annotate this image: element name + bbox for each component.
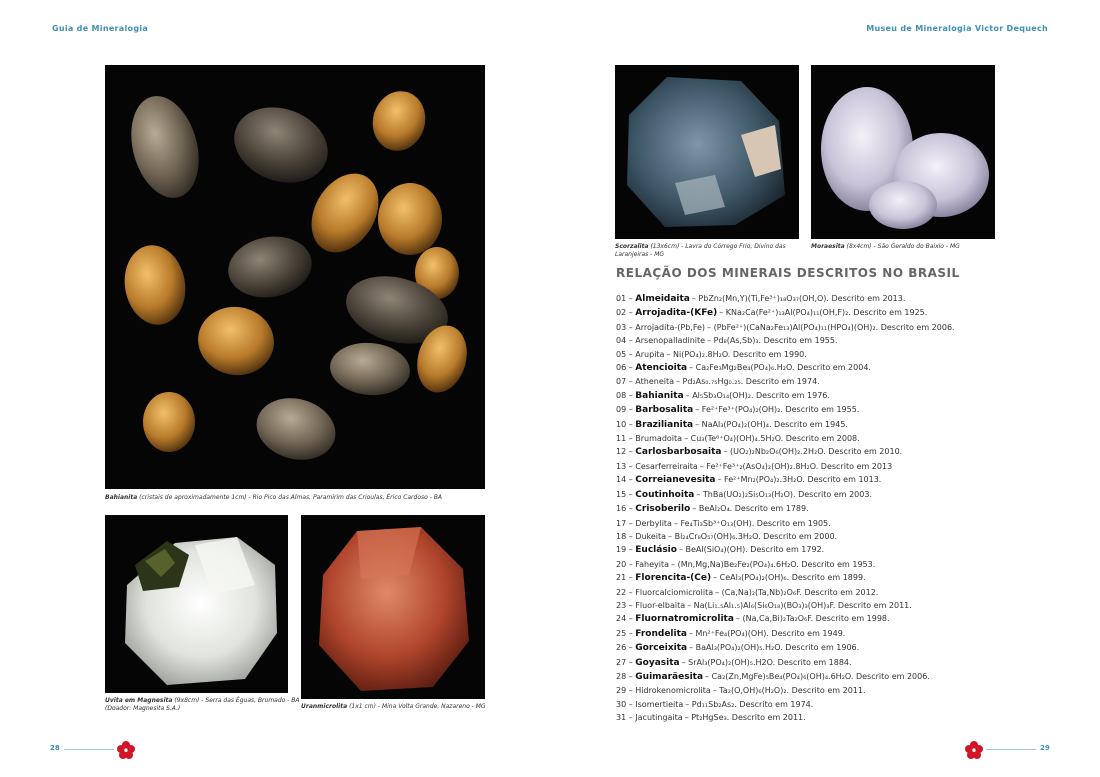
uranmicrolita-photo [301,515,485,699]
flower-logo-icon [964,740,984,760]
uvita-caption [105,697,305,713]
mineral-name: Guimarãesita [635,671,704,682]
mineral-number: 01 [616,294,627,303]
mineral-number: 16 [616,504,627,514]
mineral-name: Cesarferreiraita [635,461,698,471]
mineral-name: Frondelita [635,628,687,639]
mineral-number: 11 [616,434,627,444]
mineral-name: Bahianita [635,390,684,401]
uvita-photo [105,515,288,693]
mineral-list-item: 06 – Atencioita – Ca₂Fe₃Mg₂Be₄(PO₄)₆.H₂O. Descrito em 2004. [616,363,871,374]
mineral-list-item: 17 – Derbylita – Fe₄Ti₃Sb³⁺O₁₃(OH). Descrito em 1905. [616,518,831,528]
mineral-name: Fluornatromicrolita [635,614,734,625]
mineral-formula: – (Mn,Mg,Na)Be₂Fe₂(PO₄)₄.6H₂O. Descrito em 1953. [671,559,876,569]
caption-mineral-name: Moraesita [811,243,845,250]
mineral-list-item: 21 – Florencita-(Ce) – CeAl₃(PO₄)₂(OH)₆. Descrito em 1899. [616,573,866,584]
mineral-formula: – Pd₂As₀.₇₅Hg₀.₂₅. Descrito em 1974. [676,377,820,387]
mineral-list-item: 09 – Barbosalita – Fe²⁺Fe³⁺(PO₄)₂(OH)₂. Descrito em 1955. [616,405,860,416]
mineral-formula: – Bi₂₄Cr₈O₅₇(OH)₆.3H₂O. Descrito em 2000. [668,531,838,541]
mineral-formula: – Fe₄Ti₃Sb³⁺O₁₃(OH). Descrito em 1905. [673,518,831,528]
mineral-formula: – Fe²⁺Mn₂(PO₄)₂.3H₂O. Descrito em 1013. [717,475,882,485]
caption-mineral-name: Bahianita [105,494,138,501]
mineral-name: Florencita-(Ce) [635,573,712,584]
mineral-name: Hidrokenomicrolita [635,686,711,696]
mineral-number: 30 [616,699,627,709]
mineral-formula: – Fe²⁺Fe³⁺₂(AsO₄)₂(OH)₂.8H₂O. Descrito em 2013 [699,461,893,471]
mineral-name: Gorceixita [635,643,688,654]
mineral-number: 09 [616,405,627,415]
mineral-name: Euclásio [635,545,677,556]
mineral-number: 21 [616,573,627,583]
mineral-list-item: 05 – Arupita – Ni(PO₄)₂.8H₂O. Descrito em 1990. [616,349,807,359]
mineral-number: 27 [616,657,627,667]
mineral-formula: – Pd₈(As,Sb)₃. Descrito em 1955. [707,336,838,346]
mineral-formula: – Mn²⁺Fe₄(PO₄)(OH). Descrito em 1949. [688,628,846,638]
mineral-number: 24 [616,614,627,624]
bahianita-photo [105,65,485,489]
caption-text: (13x6cm) - Lavra do Córrego Frio, Divino das Laranjeiras - MG [615,243,786,258]
mineral-list-item: 16 – Crisoberilo – BeAl₂O₄. Descrito em 1789. [616,504,809,515]
mineral-formula: – Na(Li₁.₅Al₁.₅)Al₆(Si₆O₁₈)(BO₃)₃(OH)₃F. Descrito em 2011. [687,600,912,610]
bahianita-caption [105,494,485,502]
mineral-number: 08 [616,390,627,400]
mineral-number: 03 [616,322,627,332]
footer-rule-left [64,749,114,750]
mineral-list-item: 18 – Dukeita – Bi₂₄Cr₈O₅₇(OH)₆.3H₂O. Descrito em 2000. [616,531,838,541]
mineral-list-item: 08 – Bahianita – Al₅Sb₃O₁₄(OH)₂. Descrito em 1976. [616,390,830,401]
mineral-number: 19 [616,545,627,555]
mineral-formula: – ThBa(UO₂)₂Si₅O₁₃(H₂O). Descrito em 2003. [696,489,872,499]
mineral-number: 23 [616,600,627,610]
mineral-name: Almeidaita [635,294,690,304]
mineral-formula: – SrAl₃(PO₄)₂(OH)₅.H2O. Descrito em 1884. [681,657,852,667]
mineral-number: 04 [616,336,627,346]
mineral-list-item: 19 – Euclásio – BeAl(SiO₄)(OH). Descrito em 1792. [616,545,825,556]
uvita-crystal-image [105,515,288,693]
section-title: RELAÇÃO DOS MINERAIS DESCRITOS NO BRASIL [616,266,960,280]
running-header-left: Guia de Mineralogia [52,24,149,33]
mineral-formula: – Ta₂(O,OH)₆(H₂O)₂. Descrito em 2011. [712,686,866,696]
mineral-number: 06 [616,363,627,373]
footer-rule-right [986,749,1036,750]
mineral-formula: – CeAl₃(PO₄)₂(OH)₆. Descrito em 1899. [713,573,866,583]
caption-text: (8x4cm) - São Geraldo do Baixio - MG [846,243,960,250]
mineral-name: Jacutingaita [635,713,683,723]
mineral-name: Arupita [635,349,665,359]
mineral-name: Goyasita [635,657,680,668]
mineral-formula: – Ca₂Fe₃Mg₂Be₄(PO₄)₆.H₂O. Descrito em 2004. [689,363,871,373]
mineral-formula: – Fe²⁺Fe³⁺(PO₄)₂(OH)₂. Descrito em 1955. [695,405,860,415]
mineral-name: Brazilianita [635,419,694,430]
mineral-number: 17 [616,518,627,528]
mineral-number: 31 [616,713,627,723]
caption-text: (9x8cm) - Serra das Éguas, Brumado - BA (Doador: Magnesita S.A.) [105,697,300,712]
caption-mineral-name: Scorzalita [615,243,649,250]
mineral-formula: – Al₅Sb₃O₁₄(OH)₂. Descrito em 1976. [685,390,830,400]
moraesita-rock-image [811,65,995,239]
mineral-formula: – Pt₂HgSe₃. Descrito em 2011. [684,713,806,723]
mineral-list-item: 15 – Coutinhoita – ThBa(UO₂)₂Si₅O₁₃(H₂O). Descrito em 2003. [616,489,872,500]
mineral-number: 02 [616,308,627,318]
mineral-formula: – BaAl₃(PO₄)₂(OH)₅.H₂O. Descrito em 1906. [689,643,860,653]
mineral-number: 18 [616,531,627,541]
mineral-formula: – (UO₂)₂Nb₂O₆(OH)₂.2H₂O. Descrito em 2010. [723,447,903,457]
mineral-name: Fluorcalciomicrolita [635,587,714,597]
mineral-number: 20 [616,559,627,569]
mineral-formula: – KNa₂Ca(Fe²⁺)₁₃Al(PO₄)₁₁(OH,F)₂. Descrito em 1925. [719,308,928,318]
mineral-name: Derbylita [635,518,672,528]
mineral-list-item: 26 – Gorceixita – BaAl₃(PO₄)₂(OH)₅.H₂O. Descrito em 1906. [616,643,860,654]
mineral-name: Arsenopalladinite [635,336,706,346]
mineral-formula: – Ca₂(Zn,MgFe)₅Be₄(PO₄)₆(OH)₄.6H₂O. Descrito em 2006. [705,671,930,681]
caption-mineral-name: Uranmicrolita [301,703,348,710]
mineral-formula: – BeAl(SiO₄)(OH). Descrito em 1792. [678,545,825,555]
mineral-list-item: 02 – Arrojadita-(KFe) – KNa₂Ca(Fe²⁺)₁₃Al(PO₄)₁₁(OH,F)₂. Descrito em 1925. [616,308,928,319]
moraesita-photo [811,65,995,239]
mineral-formula: – (PbFe²⁺)(CaNa₂Fe₁₃)Al(PO₄)₁₁(HPO₄)(OH)₂. Descrito em 2006. [707,322,955,332]
mineral-list-item: 27 – Goyasita – SrAl₃(PO₄)₂(OH)₅.H2O. Descrito em 1884. [616,657,852,668]
mineral-list-item: 29 – Hidrokenomicrolita – Ta₂(O,OH)₆(H₂O)₂. Descrito em 2011. [616,686,866,696]
mineral-list-item: 13 – Cesarferreiraita – Fe²⁺Fe³⁺₂(AsO₄)₂(OH)₂.8H₂O. Descrito em 2013 [616,461,893,471]
mineral-list-item: 24 – Fluornatromicrolita – (Na,Ca,Bi)₂Ta₂O₆F. Descrito em 1998. [616,614,890,625]
mineral-list-item: 25 – Frondelita – Mn²⁺Fe₄(PO₄)(OH). Descrito em 1949. [616,628,846,639]
mineral-list-item: 12 – Carlosbarbosaita – (UO₂)₂Nb₂O₆(OH)₂.2H₂O. Descrito em 2010. [616,447,903,458]
caption-text: (1x1 cm) - Mina Volta Grande, Nazareno - MG [349,703,486,710]
bahianita-pebbles-image [105,65,485,489]
mineral-list-item: 23 – Fluor-elbaita – Na(Li₁.₅Al₁.₅)Al₆(Si₆O₁₈)(BO₃)₃(OH)₃F. Descrito em 2011. [616,600,912,610]
mineral-number: 12 [616,447,627,457]
page-number-left: 28 [50,744,60,752]
mineral-number: 10 [616,419,627,429]
mineral-number: 13 [616,461,627,471]
mineral-list-item: 30 – Isomertieita – Pd₁₁Sb₂As₂. Descrito em 1974. [616,699,814,709]
mineral-name: Arrojadita-(Pb,Fe) [635,322,706,332]
mineral-name: Atencioita [635,363,688,374]
mineral-name: Fluor-elbaita [635,600,686,610]
mineral-number: 25 [616,628,627,638]
uranmicrolita-caption [301,703,501,711]
scorzalita-photo [615,65,799,239]
mineral-name: Brumadoita [635,434,683,444]
mineral-number: 07 [616,377,627,387]
mineral-number: 14 [616,475,627,485]
caption-text: (cristais de aproximadamente 1cm) - Rio Pico das Almas, Paramirim das Crioulas, Érico Cardoso - BA [139,494,443,501]
scorzalita-caption [615,243,801,259]
scorzalita-rock-image [615,65,799,239]
mineral-formula: – Cu₃(Te⁶⁺O₄)(OH)₄.5H₂O. Descrito em 2008. [684,434,860,444]
flower-logo-icon [116,740,136,760]
mineral-number: 05 [616,349,627,359]
mineral-list [616,292,1076,725]
mineral-list-item: 14 – Correianevesita – Fe²⁺Mn₂(PO₄)₂.3H₂O. Descrito em 1013. [616,475,882,486]
mineral-list-item: 28 – Guimarãesita – Ca₂(Zn,MgFe)₅Be₄(PO₄)₆(OH)₄.6H₂O. Descrito em 2006. [616,671,930,682]
mineral-name: Dukeita [635,531,667,541]
mineral-formula: – (Ca,Na)₂(Ta,Nb)₂O₆F. Descrito em 2012. [715,587,879,597]
caption-mineral-name: Uvita em Magnesita [105,697,173,704]
mineral-formula: – Pd₁₁Sb₂As₂. Descrito em 1974. [685,699,814,709]
mineral-formula: – BeAl₂O₄. Descrito em 1789. [692,504,809,514]
uranmicrolita-crystal-image [301,515,485,699]
mineral-name: Isomertieita [635,699,684,709]
mineral-list-item: 01 – Almeidaita – PbZn₂(Mn,Y)(Ti,Fe³⁺)₁₈O₃₇(OH,O). Descrito em 2013. [616,294,906,304]
mineral-list-item: 07 – Atheneita – Pd₂As₀.₇₅Hg₀.₂₅. Descrito em 1974. [616,377,820,387]
page-number-right: 29 [1040,744,1050,752]
mineral-name: Carlosbarbosaita [635,447,722,458]
mineral-formula: – NaAl₃(PO₄)₂(OH)₄. Descrito em 1945. [695,419,848,429]
mineral-formula: – PbZn₂(Mn,Y)(Ti,Fe³⁺)₁₈O₃₇(OH,O). Descrito em 2013. [691,294,906,303]
mineral-list-item: 10 – Brazilianita – NaAl₃(PO₄)₂(OH)₄. Descrito em 1945. [616,419,848,430]
mineral-number: 22 [616,587,627,597]
mineral-name: Barbosalita [635,405,694,416]
mineral-list-item: 22 – Fluorcalciomicrolita – (Ca,Na)₂(Ta,Nb)₂O₆F. Descrito em 2012. [616,587,879,597]
mineral-number: 29 [616,686,627,696]
mineral-formula: – Ni(PO₄)₂.8H₂O. Descrito em 1990. [666,349,807,359]
mineral-number: 26 [616,643,627,653]
mineral-list-item: 20 – Faheyita – (Mn,Mg,Na)Be₂Fe₂(PO₄)₄.6H₂O. Descrito em 1953. [616,559,876,569]
mineral-name: Coutinhoita [635,489,695,500]
mineral-name: Arrojadita-(KFe) [635,308,718,319]
mineral-name: Atheneita [635,377,674,387]
mineral-list-item: 04 – Arsenopalladinite – Pd₈(As,Sb)₃. Descrito em 1955. [616,336,838,346]
mineral-list-item: 03 – Arrojadita-(Pb,Fe) – (PbFe²⁺)(CaNa₂Fe₁₃)Al(PO₄)₁₁(HPO₄)(OH)₂. Descrito em 2006. [616,322,955,332]
mineral-number: 28 [616,671,627,681]
mineral-list-item: 31 – Jacutingaita – Pt₂HgSe₃. Descrito em 2011. [616,713,806,723]
mineral-name: Crisoberilo [635,504,691,515]
mineral-name: Faheyita [635,559,670,569]
mineral-formula: – (Na,Ca,Bi)₂Ta₂O₆F. Descrito em 1998. [735,614,890,624]
mineral-name: Correianevesita [635,475,716,486]
moraesita-caption [811,243,997,251]
running-header-right: Museu de Mineralogia Victor Dequech [866,24,1048,33]
mineral-number: 15 [616,489,627,499]
mineral-list-item: 11 – Brumadoita – Cu₃(Te⁶⁺O₄)(OH)₄.5H₂O. Descrito em 2008. [616,434,860,444]
